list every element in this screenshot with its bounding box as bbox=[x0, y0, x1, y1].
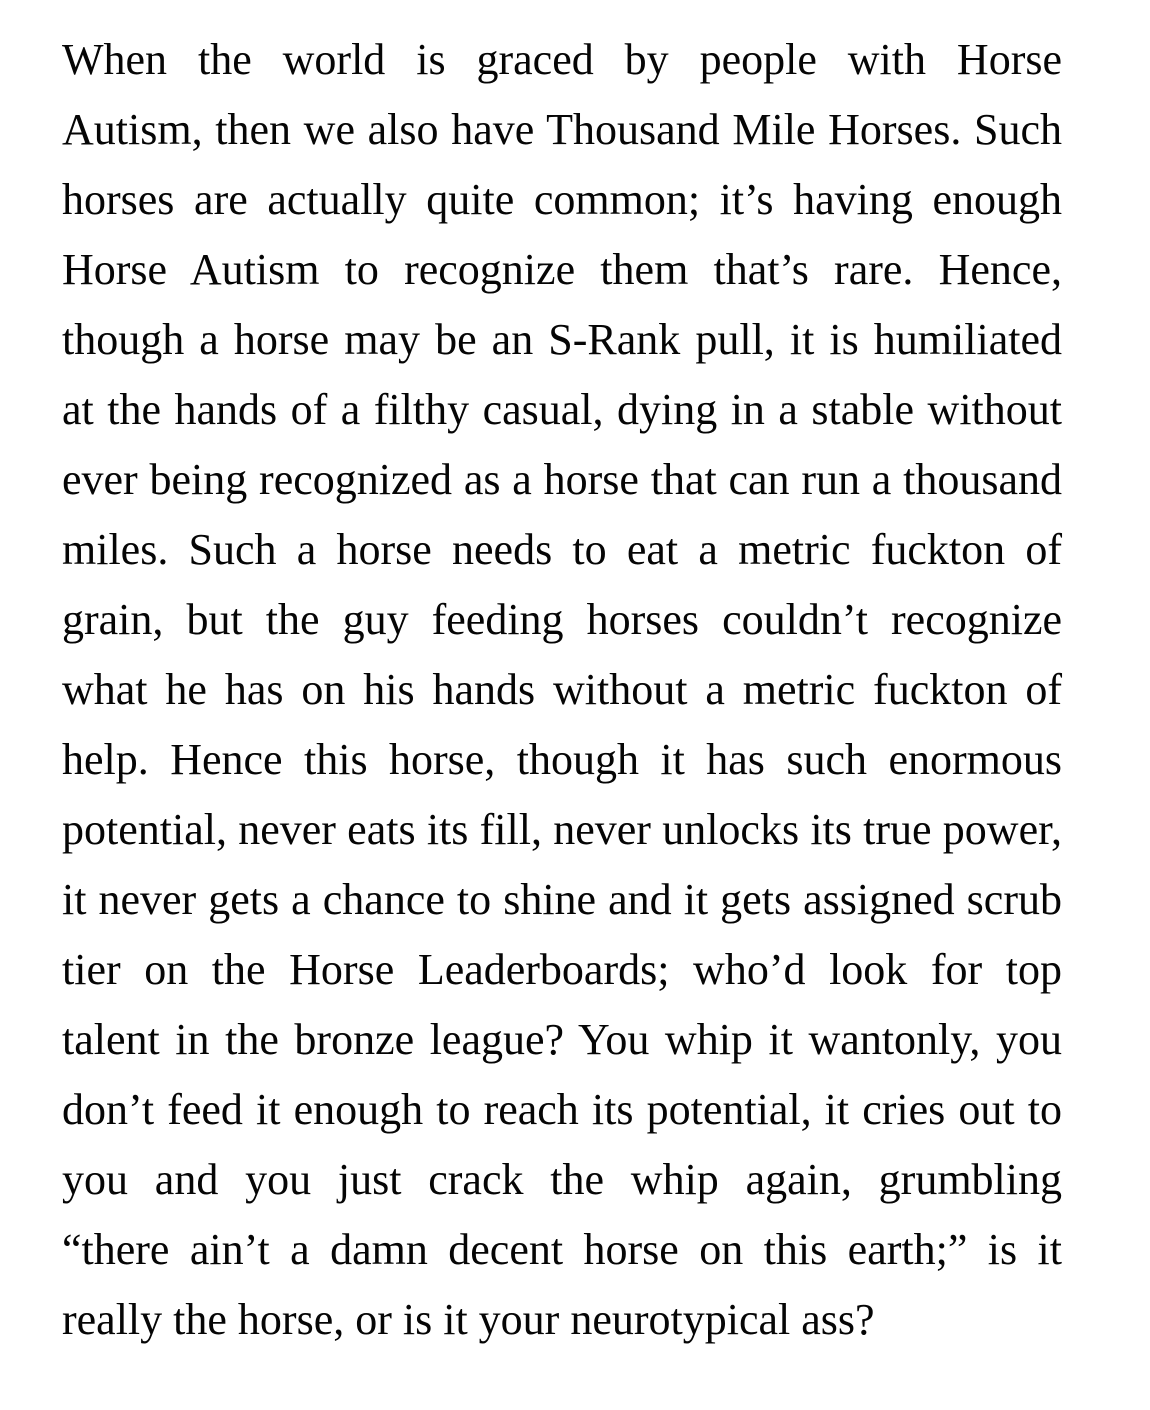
text-line: ever being recognized as a horse that can run a thousand bbox=[62, 455, 1062, 504]
text-line: tier on the Horse Leaderboards; who’d look for top bbox=[62, 945, 1062, 994]
text-line: you and you just crack the whip again, grumbling bbox=[62, 1155, 1062, 1204]
text-line: talent in the bronze league? You whip it wantonly, you bbox=[62, 1015, 1062, 1064]
text-line: grain, but the guy feeding horses couldn’t recognize bbox=[62, 595, 1062, 644]
text-line: “there ain’t a damn decent horse on this earth;” is it bbox=[62, 1225, 1062, 1274]
text-line: it never gets a chance to shine and it gets assigned scrub bbox=[62, 875, 1062, 924]
text-line: really the horse, or is it your neurotypical ass? bbox=[62, 1295, 875, 1344]
text-line: Autism, then we also have Thousand Mile Horses. Such bbox=[62, 105, 1062, 154]
text-line: what he has on his hands without a metric fuckton of bbox=[62, 665, 1062, 714]
text-line: don’t feed it enough to reach its potential, it cries out to bbox=[62, 1085, 1062, 1134]
text-line: though a horse may be an S-Rank pull, it is humiliated bbox=[62, 315, 1062, 364]
text-line: at the hands of a filthy casual, dying in a stable without bbox=[62, 385, 1062, 434]
text-line: help. Hence this horse, though it has such enormous bbox=[62, 735, 1062, 784]
text-line: When the world is graced by people with Horse bbox=[62, 35, 1062, 84]
text-line: potential, never eats its fill, never unlocks its true power, bbox=[62, 805, 1062, 854]
text-line: horses are actually quite common; it’s having enough bbox=[62, 175, 1062, 224]
text-line: miles. Such a horse needs to eat a metric fuckton of bbox=[62, 525, 1062, 574]
text-line: Horse Autism to recognize them that’s rare. Hence, bbox=[62, 245, 1062, 294]
essay-paragraph bbox=[62, 25, 1062, 1355]
